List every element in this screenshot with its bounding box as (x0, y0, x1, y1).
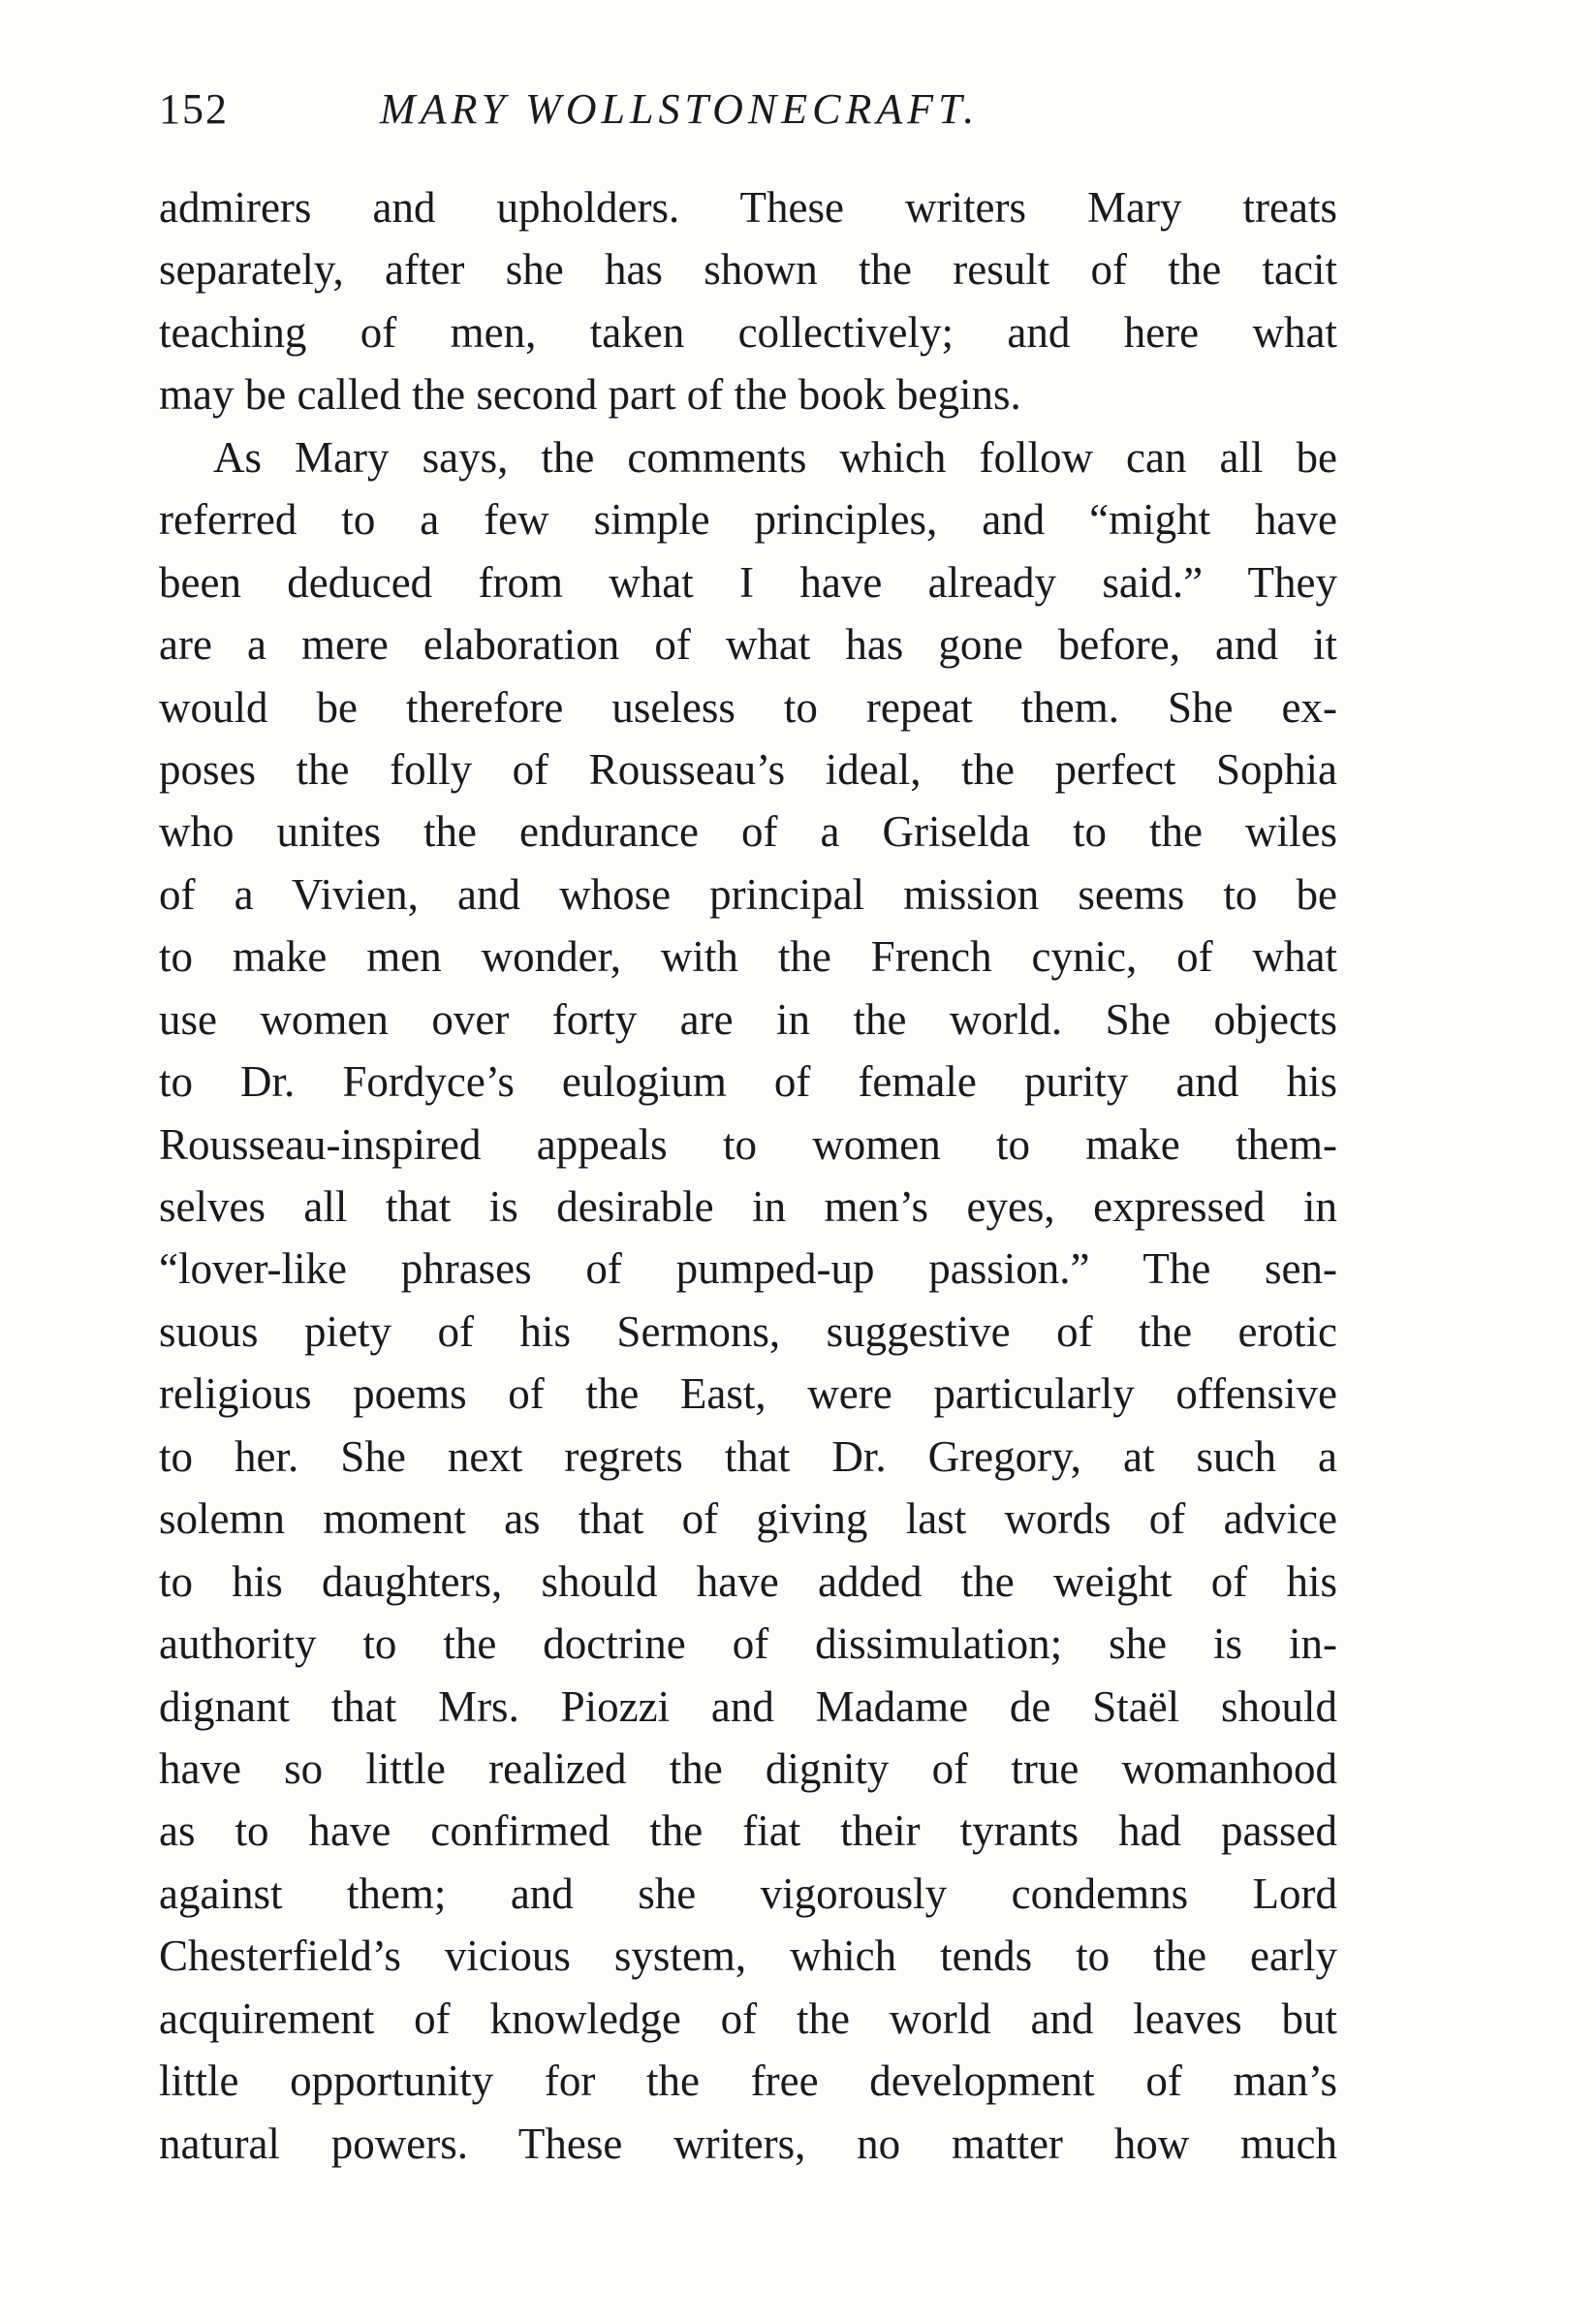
text-line: have so little realized the dignity of true womanhood (159, 1743, 1337, 1793)
text-line: are a mere elaboration of what has gone before, and it (159, 620, 1337, 670)
text-line: “lover-like phrases of pumped-up passion.” The sen- (159, 1244, 1337, 1294)
text-line: solemn moment as that of giving last words of advice (159, 1494, 1337, 1544)
text-line: natural powers. These writers, no matter how much (159, 2119, 1337, 2168)
text-line: acquirement of knowledge of the world and leaves but (159, 1994, 1337, 2043)
text-line: who unites the endurance of a Griselda to the wiles (159, 807, 1337, 857)
text-line: of a Vivien, and whose principal mission seems to be (159, 869, 1337, 919)
text-line: referred to a few simple principles, and “might have (159, 495, 1337, 545)
text-line: As Mary says, the comments which follow can all be (213, 432, 1337, 482)
text-line: Chesterfield’s vicious system, which tends to the early (159, 1931, 1337, 1981)
text-line: teaching of men, taken collectively; and here what (159, 307, 1337, 357)
text-line: authority to the doctrine of dissimulation; she is in- (159, 1619, 1337, 1669)
text-line: to Dr. Fordyce’s eulogium of female purity and his (159, 1057, 1337, 1107)
text-line: to his daughters, should have added the weight of his (159, 1556, 1337, 1606)
running-head: MARY WOLLSTONECRAFT. (380, 85, 980, 133)
text-line: to her. She next regrets that Dr. Gregory, at such a (159, 1431, 1337, 1481)
text-line: religious poems of the East, were particularly offensive (159, 1369, 1337, 1419)
text-line: may be called the second part of the book begins. (159, 370, 1021, 420)
page-header (159, 76, 1341, 143)
text-line: would be therefore useless to repeat them. She ex- (159, 682, 1337, 732)
text-line: been deduced from what I have already said.” They (159, 557, 1337, 607)
text-line: against them; and she vigorously condemns Lord (159, 1869, 1337, 1918)
text-line: suous piety of his Sermons, suggestive of the erotic (159, 1306, 1337, 1356)
text-line: little opportunity for the free development of man’s (159, 2057, 1337, 2106)
text-line: Rousseau-inspired appeals to women to make them- (159, 1119, 1337, 1169)
text-line: poses the folly of Rousseau’s ideal, the perfect Sophia (159, 744, 1337, 794)
page-number: 152 (159, 85, 229, 133)
text-line: separately, after she has shown the result of the tacit (159, 245, 1337, 295)
text-line: use women over forty are in the world. She objects (159, 994, 1337, 1044)
text-line: as to have confirmed the fiat their tyrants had passed (159, 1806, 1337, 1856)
text-line: to make men wonder, with the French cynic, of what (159, 932, 1337, 982)
text-line: admirers and upholders. These writers Mary treats (159, 183, 1337, 232)
text-line: selves all that is desirable in men’s eyes, expressed in (159, 1182, 1337, 1231)
body-text (159, 176, 1337, 2175)
text-line: dignant that Mrs. Piozzi and Madame de Staël should (159, 1681, 1337, 1731)
